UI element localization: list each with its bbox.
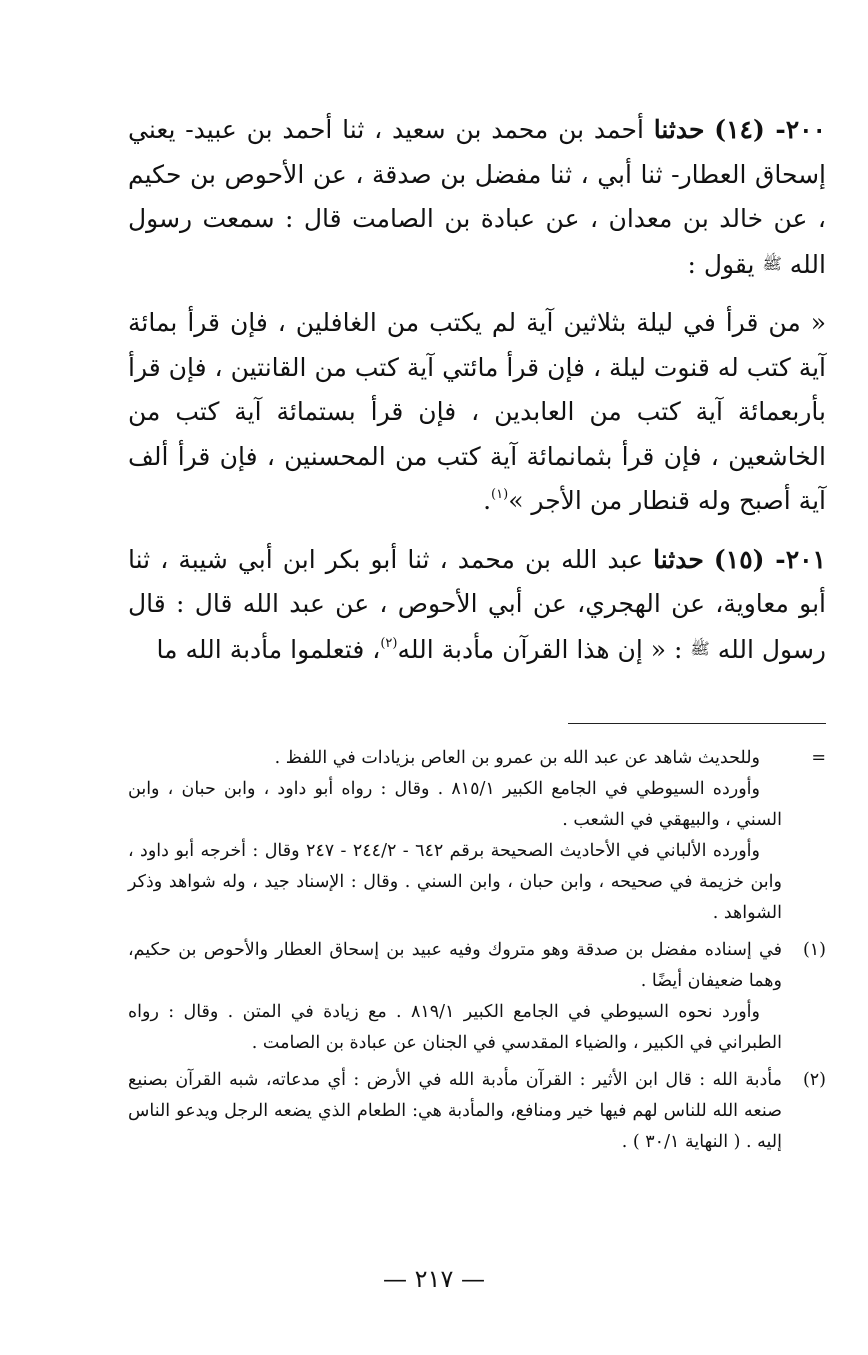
hadith-200-matn bbox=[128, 301, 826, 524]
footnote-text: وأورده السيوطي في الجامع الكبير ٨١٥/١ . وقال : رواه أبو داود ، وابن حبان ، وابن السني ، والبيهقي في الشعب . bbox=[128, 779, 782, 830]
footnote-separator bbox=[568, 723, 826, 724]
salawat-symbol: ﷺ bbox=[690, 638, 710, 658]
footnote-continued-mark: = bbox=[811, 748, 826, 768]
footnote-ref-2: (٢) bbox=[380, 635, 398, 651]
hadith-201 bbox=[128, 538, 826, 673]
footnote-text: وأورد نحوه السيوطي في الجامع الكبير ٨١٩/١ . مع زيادة في المتن . وقال : رواه الطبراني في الكبير ، والضياء المقدسي في الجنان عن عبادة بن الصامت . bbox=[128, 1002, 782, 1053]
hadith-200-end: . bbox=[483, 486, 492, 515]
footnote-1-mark: (١) bbox=[802, 940, 826, 960]
footnote-text: وأورده الألباني في الأحاديث الصحيحة برقم ٦٤٢ - ٢٤٤/٢ - ٢٤٧ وقال : أخرجه أبو داود ، وابن خزيمة في صحيحه ، وابن حبان ، وابن السني . وقال : الإسناد جيد ، وله شواهد وذكر الشواهد . bbox=[128, 841, 782, 923]
hadith-200-haddathana: حدثنا bbox=[653, 115, 705, 144]
footnote-2-body bbox=[128, 1065, 782, 1158]
hadith-201-haddathana: حدثنا bbox=[653, 544, 704, 574]
page-number: — ٢١٧ — bbox=[383, 1265, 485, 1293]
footnote-continued bbox=[128, 743, 826, 929]
footnote-2 bbox=[128, 1065, 826, 1158]
footnote-1-body bbox=[128, 935, 782, 1059]
hadith-201-isnad: عبد الله بن محمد ، ثنا أبو بكر ابن أبي شيبة ، ثنا أبو معاوية، عن الهجري، عن أبي الأحوص ، عن عبد الله قال : قال رسول الله bbox=[128, 544, 826, 664]
footnote-text: في إسناده مفضل بن صدقة وهو متروك وفيه عبيد بن إسحاق العطار والأحوص بن حكيم، وهما ضعيفان أيضًا . bbox=[128, 940, 782, 991]
footnotes bbox=[128, 743, 826, 1164]
footnote-2-mark: (٢) bbox=[802, 1070, 826, 1090]
salawat-symbol: ﷺ bbox=[762, 253, 782, 273]
hadith-201-matn-start: : « إن هذا القرآن مأدبة الله bbox=[397, 634, 683, 664]
footnote-ref-1: (١) bbox=[491, 487, 509, 502]
hadith-200 bbox=[128, 108, 826, 287]
footnote-continued-body bbox=[128, 743, 782, 929]
main-text bbox=[128, 108, 826, 672]
hadith-200-yaqul: يقول : bbox=[687, 249, 755, 279]
hadith-200-isnad: أحمد بن محمد بن سعيد ، ثنا أحمد بن عبيد- يعني إسحاق العطار- ثنا أبي ، ثنا مفضل بن صدقة ، عن الأحوص بن حكيم ، عن خالد بن معدان ، عن عبادة بن الصامت قال : سمعت رسول الله bbox=[128, 115, 826, 279]
hadith-200-number: ٢٠٠- (١٤) bbox=[714, 115, 826, 144]
footnote-1 bbox=[128, 935, 826, 1059]
footnote-text: مأدبة الله : قال ابن الأثير : القرآن مأدبة الله في الأرض : أي مدعاته، شبه القرآن بصنيع صنعه الله للناس لهم فيها خير ومنافع، والمأدبة هي: الطعام الذي يضعه الرجل ويدعو الناس إليه . ( النهاية ٣٠/١ ) . bbox=[128, 1070, 782, 1152]
hadith-200-quote: « من قرأ في ليلة بثلاثين آية لم يكتب من الغافلين ، فإن قرأ بمائة آية كتب له قنوت ليلة ، فإن قرأ مائتي آية كتب من القانتين ، فإن قرأ بأربعمائة آية كتب من العابدين ، فإن قرأ بستمائة آية كتب من الخاشعين ، فإن قرأ بثمانمائة آية كتب من المحسنين ، فإن قرأ ألف آية أصبح وله قنطار من الأجر » bbox=[128, 308, 826, 515]
hadith-201-matn-cont: ، فتعلموا مأدبة الله ما bbox=[156, 634, 381, 664]
footnote-text: وللحديث شاهد عن عبد الله بن عمرو بن العاص بزيادات في اللفظ . bbox=[274, 748, 760, 768]
hadith-201-number: ٢٠١- (١٥) bbox=[713, 544, 826, 574]
